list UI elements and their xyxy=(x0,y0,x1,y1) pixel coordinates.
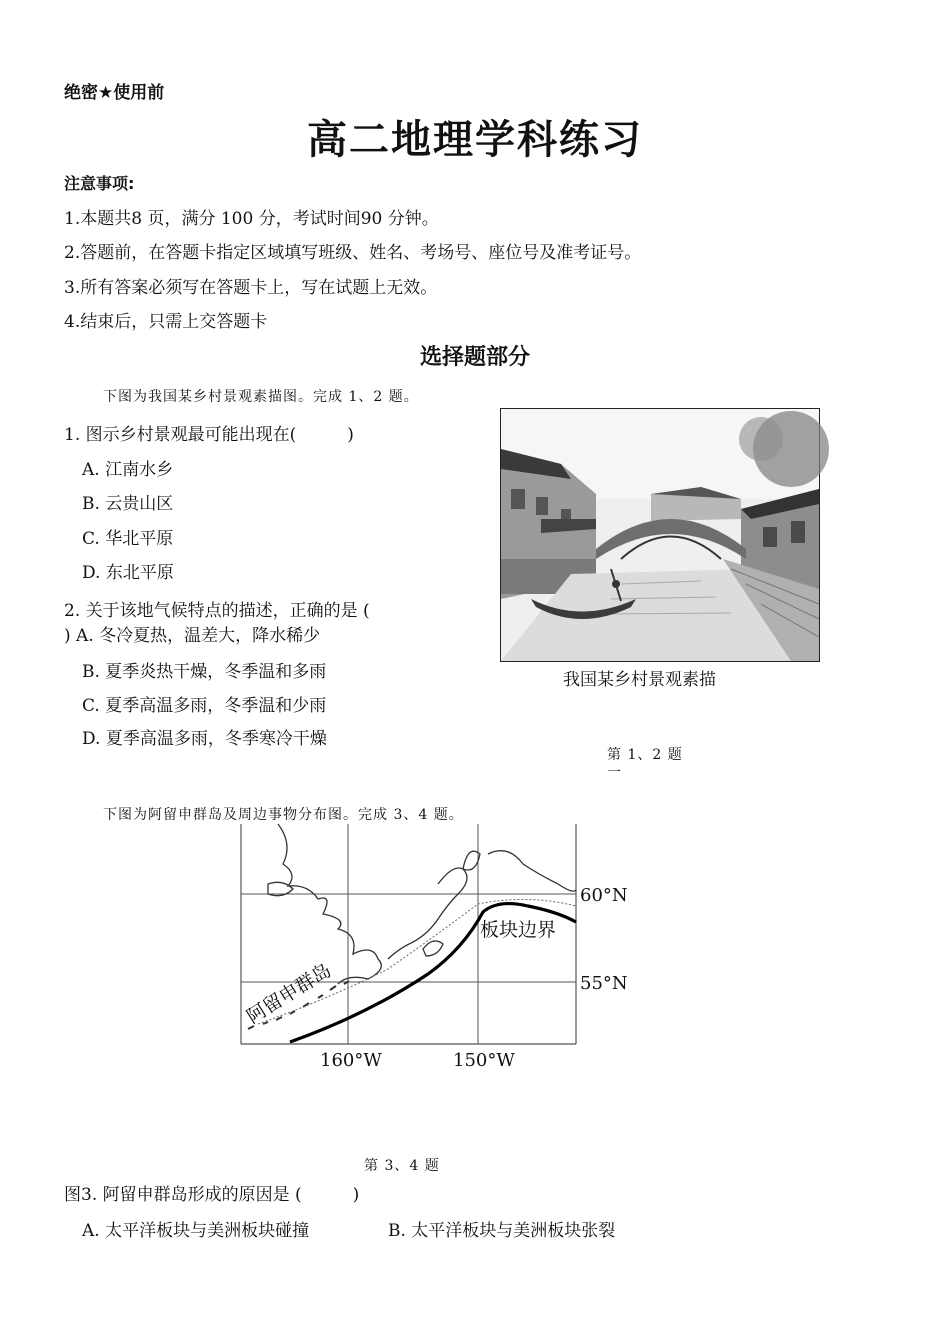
q1-stem: 1. 图示乡村景观最可能出现在( ) xyxy=(64,425,354,445)
q2-option-c: C. 夏季高温多雨，冬季温和少雨 xyxy=(82,696,327,716)
notes-heading: 注意事项: xyxy=(64,174,135,193)
figure-label-3-4: 第 3、4 题 xyxy=(364,1158,440,1174)
q3-stem: 图3. 阿留申群岛形成的原因是 ( ) xyxy=(64,1185,360,1205)
note-item-4: 4.结束后，只需上交答题卡 xyxy=(64,312,268,332)
plate-boundary-label: 板块边界 xyxy=(480,919,557,941)
note-item-3: 3.所有答案必须写在答题卡上，写在试题上无效。 xyxy=(64,278,438,298)
q1-option-c: C. 华北平原 xyxy=(82,529,174,549)
aleutian-map xyxy=(238,824,638,1074)
group1-intro: 下图为我国某乡村景观素描图。完成 1、2 题。 xyxy=(103,389,419,405)
lat-label-55n: 55°N xyxy=(580,973,628,994)
village-sketch-image xyxy=(500,408,820,662)
q1-option-d: D. 东北平原 xyxy=(82,563,174,583)
group2-intro: 下图为阿留申群岛及周边事物分布图。完成 3、4 题。 xyxy=(103,807,464,823)
section-title: 选择题部分 xyxy=(419,344,530,370)
note-item-1: 1.本题共8 页，满分 100 分，考试时间90 分钟。 xyxy=(64,209,439,229)
aleutian-islands-label: 阿留申群岛 xyxy=(242,959,336,1029)
lon-label-160w: 160°W xyxy=(320,1050,382,1071)
lon-label-150w: 150°W xyxy=(453,1050,515,1071)
figure-label-1-2: 第 1、2 题 xyxy=(607,747,683,763)
q2-option-d: D. 夏季高温多雨，冬季寒冷干燥 xyxy=(82,729,327,749)
page-title: 高二地理学科练习 xyxy=(307,116,643,163)
q1-option-b: B. 云贵山区 xyxy=(82,494,174,514)
lat-label-60n: 60°N xyxy=(580,885,628,906)
confidential-mark: 绝密★使用前 xyxy=(64,83,165,103)
q2-stem-line2: ) A. 冬冷夏热，温差大，降水稀少 xyxy=(64,626,321,646)
figure-label-1-2-tail: 一 xyxy=(607,765,622,781)
note-item-2: 2.答题前，在答题卡指定区域填写班级、姓名、考场号、座位号及准考证号。 xyxy=(64,243,642,263)
sketch-caption: 我国某乡村景观素描 xyxy=(563,670,716,690)
q3-option-b: B. 太平洋板块与美洲板块张裂 xyxy=(388,1221,616,1241)
q3-option-a: A. 太平洋板块与美洲板块碰撞 xyxy=(82,1221,310,1241)
q2-option-b: B. 夏季炎热干燥，冬季温和多雨 xyxy=(82,662,327,682)
q1-option-a: A. 江南水乡 xyxy=(82,460,174,480)
q2-stem-line1: 2. 关于该地气候特点的描述，正确的是 ( xyxy=(64,601,370,621)
